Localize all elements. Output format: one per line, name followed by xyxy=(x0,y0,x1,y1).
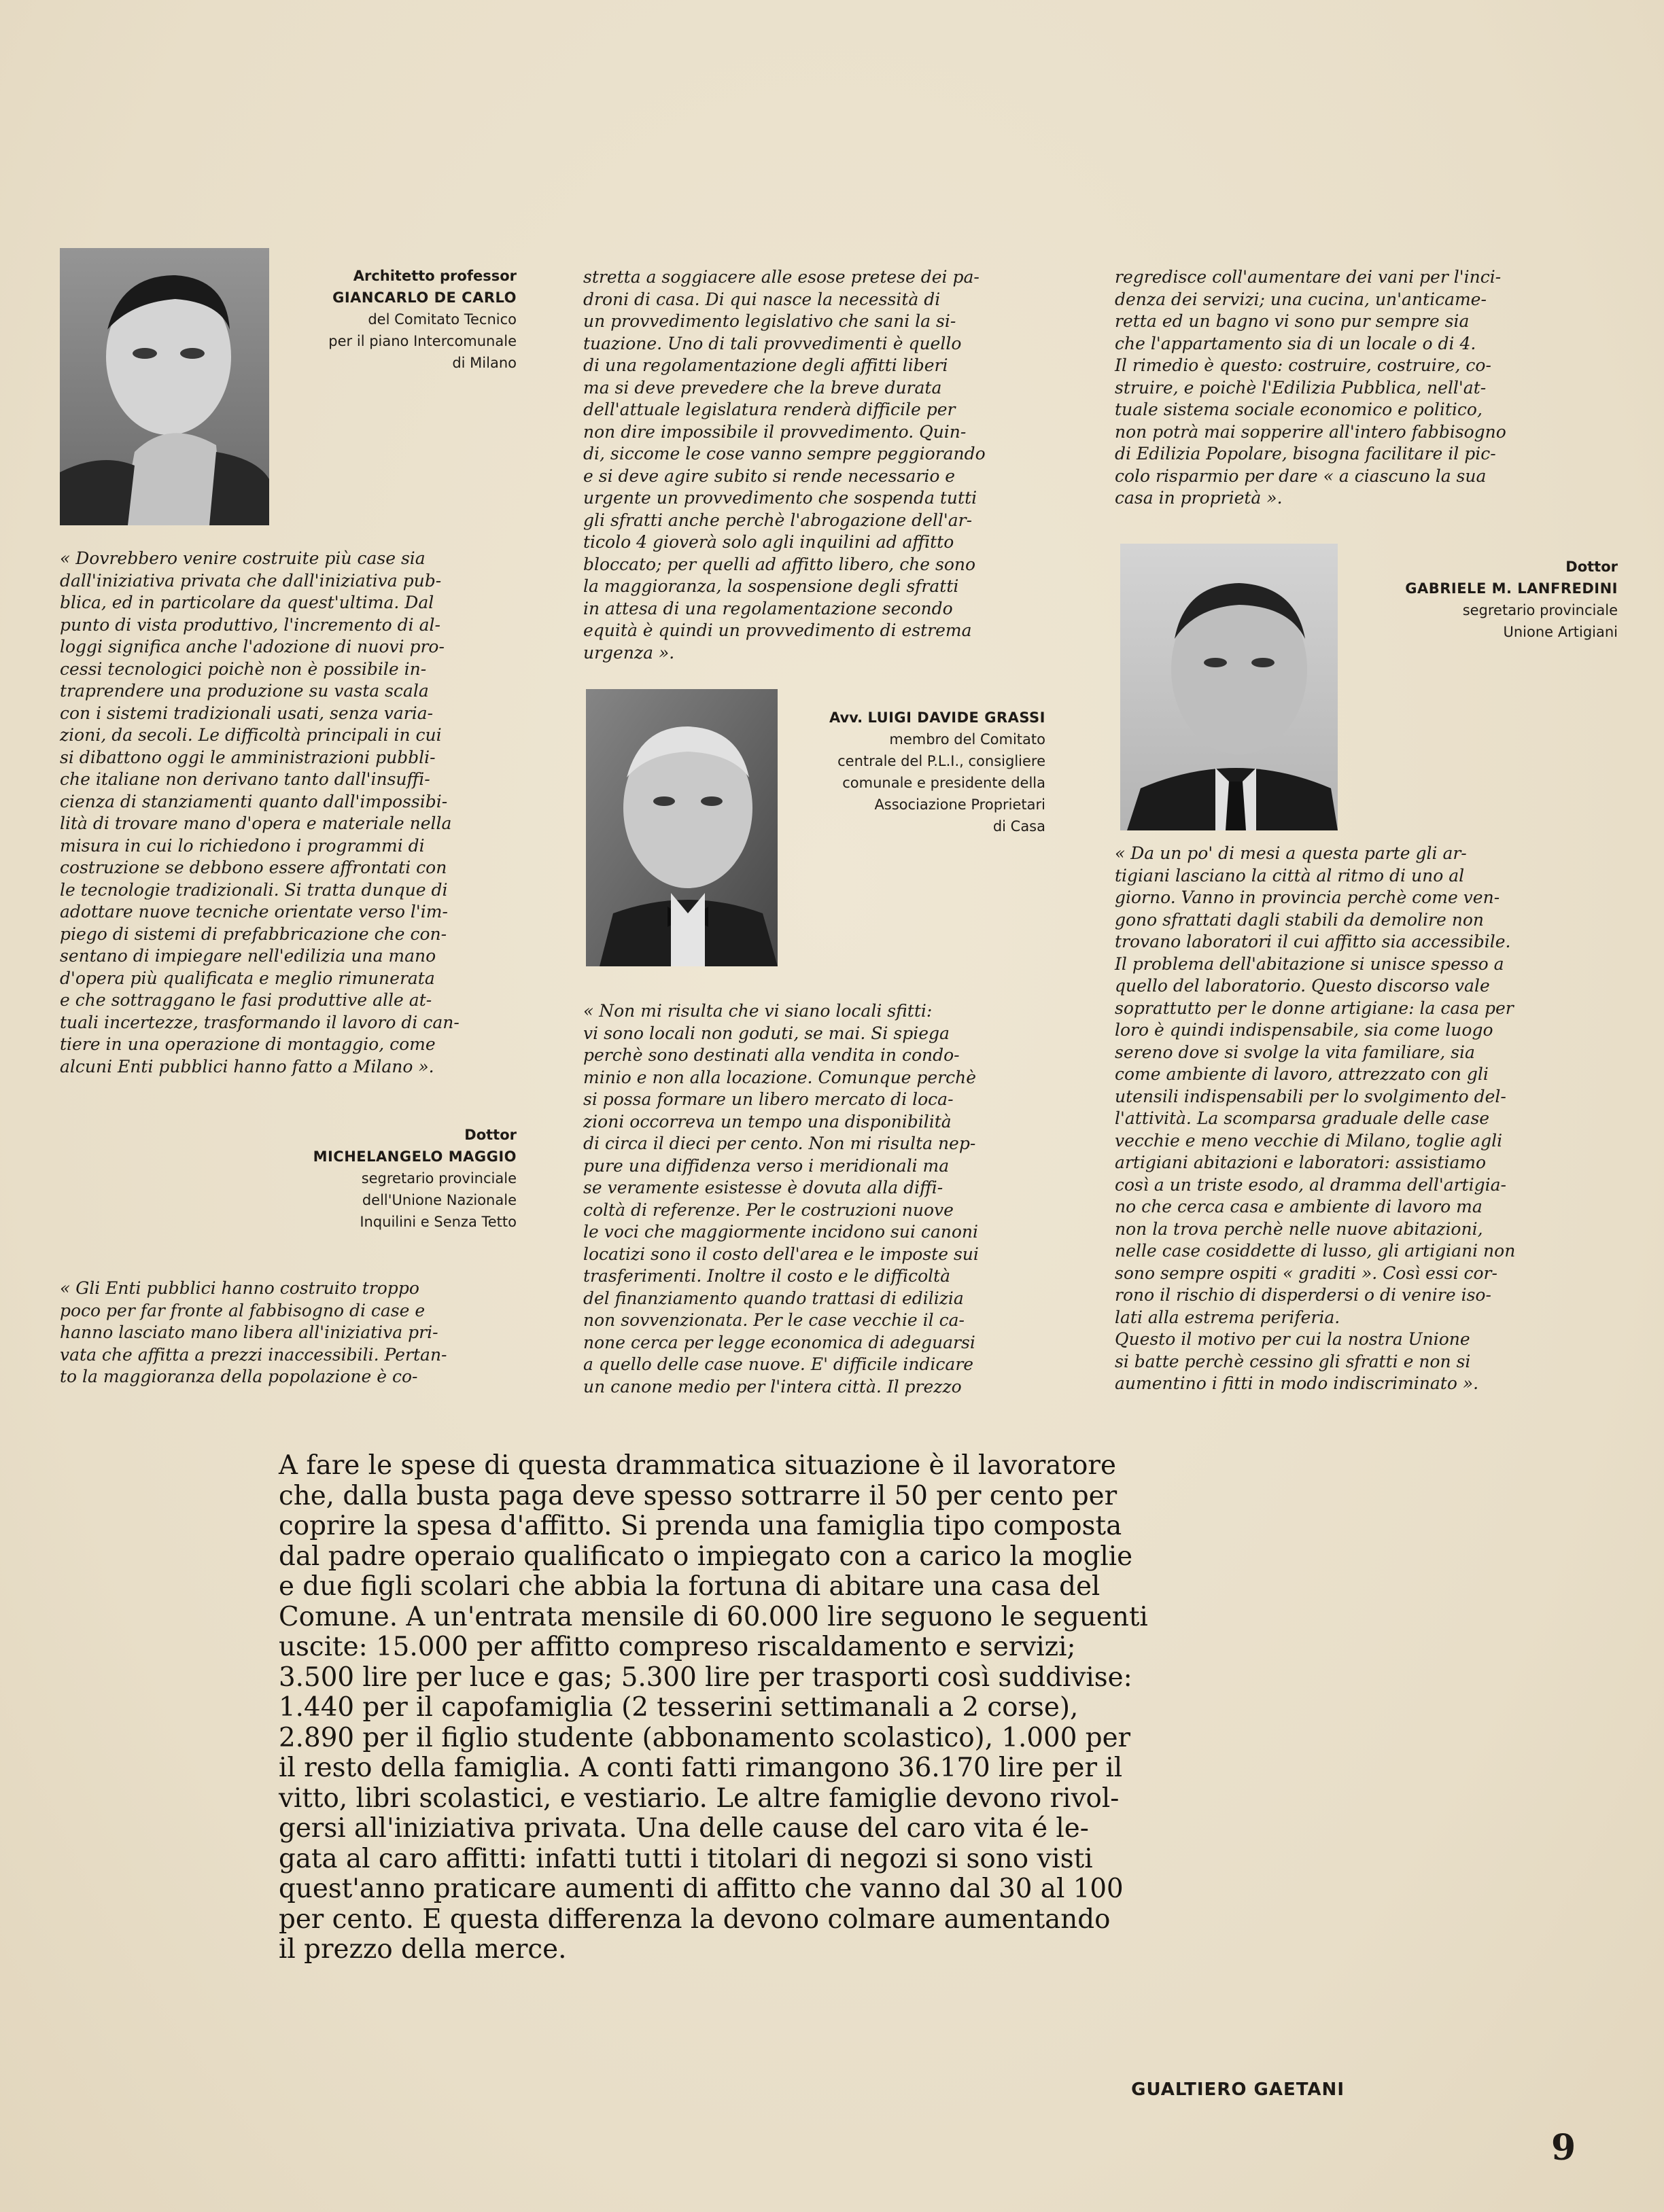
caption-description: del Comitato Tecnico per il piano Intercomunale di Milano xyxy=(328,311,517,371)
caption-de-carlo xyxy=(285,265,517,374)
quote-grassi-continued: regredisce coll'aumentare dei vani per l'inci- denza dei servizi; una cucina, un'anticame- retta ed un bagno vi sono pur sempre sia che l'appartamento sia di un locale o di 4. Il rimedio è questo: costruire, costruire, co- struire, e poichè l'Edilizia Pubblica, nell'at- tuale sistema sociale economico e politico, non potrà mai sopperire all'intero fabbisogno di Edilizia Popolare, bisogna facilitare il pic- colo risparmio per dare « a ciascuno la sua casa in proprietà ». xyxy=(1115,267,1506,508)
portrait-photo-de-carlo xyxy=(60,248,269,525)
caption-name: MICHELANGELO MAGGIO xyxy=(313,1148,517,1165)
main-article-text: A fare le spese di questa drammatica situazione è il lavoratore che, dalla busta paga deve spesso sottrarre il 50 per cento per coprire la spesa d'affitto. Si prenda una famiglia tipo composta dal padre operaio qualificato o impiegato con a carico la moglie e due figli scolari che abbia la fortuna di abitare una casa del Comune. A un'entrata mensile di 60.000 lire seguono le seguenti uscite: 15.000 per affitto compreso riscaldamento e servizi; 3.500 lire per luce e gas; 5.300 lire per trasporti così suddivise: 1.440 per il capofamiglia (2 tesserini settimanali a 2 corse), 2.890 per il figlio studente (abbonamento scolastico), 1.000 per il resto della famiglia. A conti fatti rimangono 36.170 lire per il vitto, libri scolastici, e vestiario. Le altre famiglie devono rivol- gersi all'iniziativa privata. Una delle cause del caro vita é le- gata al caro affitti: infatti tutti i titolari di negozi si sono visti quest'anno praticare aumenti di affitto che vanno dal 30 al 100 per cento. E questa differenza la devono colmare aumentando il prezzo della merce. xyxy=(279,1450,1148,1965)
caption-name-text: LUIGI DAVIDE GRASSI xyxy=(867,709,1045,726)
quote-maggio: « Gli Enti pubblici hanno costruito troppo poco per far fronte al fabbisogno di case e hanno lasciato mano libera all'iniziativa pri- vata che affitta a prezzi inaccessibili. Pertan- to la maggioranza della popolazione è co- xyxy=(60,1278,447,1386)
portrait-image xyxy=(586,689,778,966)
caption-description: membro del Comitato centrale del P.L.I., consigliere comunale e presidente della Associazione Proprietari di Casa xyxy=(837,731,1045,835)
caption-role: Dottor xyxy=(464,1127,517,1143)
caption-name: GIANCARLO DE CARLO xyxy=(332,289,517,306)
caption-name: GABRIELE M. LANFREDINI xyxy=(1405,580,1618,597)
caption-name xyxy=(788,707,1045,728)
caption-maggio xyxy=(285,1124,517,1233)
caption-role: Dottor xyxy=(1565,559,1618,575)
quote-maggio-continued: stretta a soggiacere alle esose pretese dei pa- droni di casa. Di qui nasce la necessità di un provvedimento legislativo che sani la si- tuazione. Uno di tali provvedimenti è quello di una regolamentazione degli affitti liberi ma si deve prevedere che la breve durata dell'attuale legislatura renderà difficile per non dire impossibile il provvedimento. Quin- di, siccome le cose vanno sempre peggiorando e si deve agire subito si rende necessario e urgente un provvedimento che sospenda tutti gli sfratti anche perchè l'abrogazione dell'ar- ticolo 4 gioverà solo agli inquilini ad affitto bloccato; per quelli ad affitto libero, che sono la maggioranza, la sospensione degli sfratti in attesa di una regolamentazione secondo equità è quindi un provvedimento di estrema urgenza ». xyxy=(583,267,986,663)
page-number: 9 xyxy=(1551,2127,1576,2169)
author-signature: GUALTIERO GAETANI xyxy=(1131,2079,1345,2100)
portrait-photo-grassi xyxy=(586,689,778,966)
caption-description: segretario provinciale dell'Unione Nazionale Inquilini e Senza Tetto xyxy=(360,1170,517,1230)
caption-role: Avv. xyxy=(829,709,863,726)
caption-description: segretario provinciale Unione Artigiani xyxy=(1462,602,1618,640)
quote-grassi: « Non mi risulta che vi siano locali sfitti: vi sono locali non goduti, se mai. Si spiega perchè sono destinati alla vendita in condo- minio e non alla locazione. Comunque perchè si possa formare un libero mercato di loca- zioni occorreva un tempo una disponibilità di circa il dieci per cento. Non mi risulta nep- pure una diffidenza verso i meridionali ma se veramente esistesse è dovuta alla diffi- coltà di referenze. Per le costruzioni nuove le voci che maggiormente incidono sui canoni locatizi sono il costo dell'area e le imposte sui trasferimenti. Inoltre il costo e le difficoltà del finanziamento quando trattasi di edilizia non sovvenzionata. Per le case vecchie il ca- none cerca per legge economica di adeguarsi a quello delle case nuove. E' difficile indicare un canone medio per l'intera città. Il prezzo xyxy=(583,1001,979,1397)
portrait-photo-lanfredini xyxy=(1120,544,1338,830)
quote-lanfredini: « Da un po' di mesi a questa parte gli ar- tigiani lasciano la città al ritmo di uno al giorno. Vanno in provincia perchè come ven- gono sfrattati dagli stabili da demolire non trovano laboratori il cui affitto sia accessibile. Il problema dell'abitazione si unisce spesso a quello del laboratorio. Questo discorso vale soprattutto per le donne artigiane: la casa per loro è quindi indispensabile, sia come luogo sereno dove si svolge la vita familiare, sia come ambiente di lavoro, attrezzato con gli utensili indispensabili per lo svolgimento del- l'attività. La scomparsa graduale delle case vecchie e meno vecchie di Milano, toglie agli artigiani abitazioni e laboratori: assistiamo così a un triste esodo, al dramma dell'artigia- no che cerca casa e ambiente di lavoro ma non la trova perchè nelle nuove abitazioni, nelle case cosiddette di lusso, gli artigiani non sono sempre ospiti « graditi ». Così essi cor- rono il rischio di disperdersi o di venire iso- lati alla estrema periferia. Questo il motivo per cui la nostra Unione si batte perchè cessino gli sfratti e non si aumentino i fitti in modo indiscriminato ». xyxy=(1115,843,1516,1393)
quote-de-carlo: « Dovrebbero venire costruite più case sia dall'iniziativa privata che dall'iniziativa pub- blica, ed in particolare da quest'ultima. Dal punto di vista produttivo, l'incremento di al- loggi significa anche l'adozione di nuovi pro- cessi tecnologici poichè non è possibile in- traprendere una produzione su vasta scala con i sistemi tradizionali usati, senza varia- zioni, da secoli. Le difficoltà principali in cui si dibattono oggi le amministrazioni pubbli- che italiane non derivano tanto dall'insuffi- cienza di stanziamenti quanto dall'impossibi- lità di trovare mano d'opera e materiale nella misura in cui lo richiedono i programmi di costruzione se debbono essere affrontati con le tecnologie tradizionali. Si tratta dunque di adottare nuove tecniche orientate verso l'im- piego di sistemi di prefabbricazione che con- sentano di impiegare nell'edilizia una mano d'opera più qualificata e meglio rimunerata e che sottraggano le fasi produttive alle at- tuali incertezze, trasformando il lavoro di can- tiere in una operazione di montaggio, come alcuni Enti pubblici hanno fatto a Milano ». xyxy=(60,548,460,1076)
portrait-image xyxy=(60,248,269,525)
portrait-image xyxy=(1120,544,1338,830)
caption-role: Architetto professor xyxy=(353,268,517,284)
caption-grassi xyxy=(788,707,1045,837)
